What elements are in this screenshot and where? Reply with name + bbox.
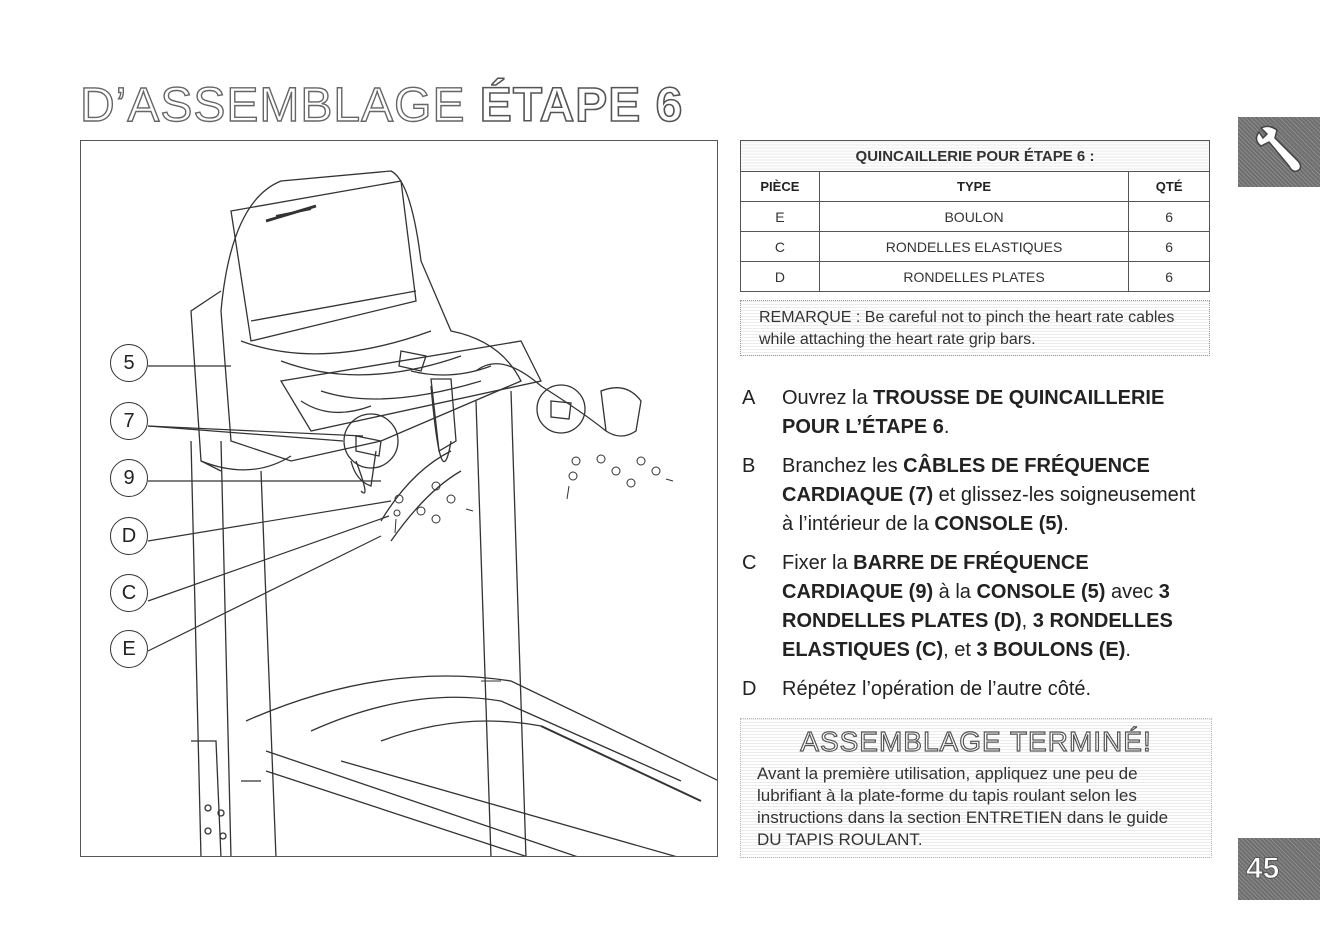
callout-7: 7: [110, 402, 148, 440]
section-tab: [1238, 117, 1320, 187]
step-text: et glissez-les soigneusement à l’intérieur de la: [782, 484, 1196, 535]
table-cell: C: [741, 232, 820, 262]
completion-box: [740, 718, 1212, 858]
wrench-icon: [1249, 124, 1309, 180]
hardware-table-caption-row: [741, 141, 1210, 172]
step-bold-text: CONSOLE (5): [976, 581, 1106, 603]
page-number-tab: [1238, 838, 1320, 900]
remark-note: REMARQUE : Be careful not to pinch the heart rate cables while attaching the heart rate grip bars.: [740, 300, 1210, 356]
console-display: [231, 181, 416, 341]
callout-e: E: [110, 630, 148, 668]
grip-bar-left: [431, 379, 456, 451]
step-text: Répétez l’opération de l’autre côté.: [782, 678, 1092, 700]
completion-title: ASSEMBLAGE TERMINÉ!: [800, 726, 1152, 757]
assembly-figure: [80, 140, 718, 857]
table-cell: RONDELLES ELASTIQUES: [819, 232, 1129, 262]
table-cell: BOULON: [819, 202, 1129, 232]
step-bold-text: CONSOLE (5): [934, 513, 1064, 535]
step-text: ,: [1021, 610, 1033, 632]
hardware-table: [740, 140, 1210, 292]
column-header-qty: QTÉ: [1129, 172, 1210, 202]
table-cell: RONDELLES PLATES: [819, 262, 1129, 292]
step-text: .: [1125, 639, 1131, 661]
step-bold-text: CÂBLES DE FRÉQUENCE CARDIAQUE (7): [782, 455, 1150, 506]
step-text: Branchez les: [782, 455, 904, 477]
left-upright-line: [191, 441, 201, 857]
step-d: [742, 675, 1212, 704]
hardware-table-caption: QUINCAILLERIE POUR ÉTAPE 6 :: [741, 141, 1210, 172]
callout-c: C: [110, 574, 148, 612]
title-light: D’ASSEMBLAGE: [80, 79, 466, 132]
step-letter: C: [742, 552, 757, 574]
table-row: [741, 262, 1210, 292]
step-text: Fixer la: [782, 552, 854, 574]
treadmill-illustration: [81, 141, 718, 857]
step-bold-text: 3 BOULONS (E): [976, 639, 1126, 661]
callout-d: D: [110, 517, 148, 555]
step-text: avec: [1105, 581, 1159, 603]
step-text: .: [943, 416, 950, 438]
title-bold: ÉTAPE 6: [479, 79, 684, 132]
column-header-type: TYPE: [819, 172, 1129, 202]
hardware-table-header-row: [741, 172, 1210, 202]
table-row: [741, 232, 1210, 262]
leader-lines: [148, 366, 391, 651]
callout-5: 5: [110, 344, 148, 382]
table-row: [741, 202, 1210, 232]
right-upright-line: [476, 401, 491, 857]
step-c: [742, 549, 1212, 665]
table-cell: 6: [1129, 202, 1210, 232]
step-text: à la: [933, 581, 977, 603]
table-cell: 6: [1129, 232, 1210, 262]
table-cell: 6: [1129, 262, 1210, 292]
instruction-steps: [742, 384, 1212, 714]
step-letter: D: [742, 678, 757, 700]
table-cell: D: [741, 262, 820, 292]
step-text: Ouvrez la: [782, 387, 874, 409]
callout-9: 9: [110, 459, 148, 497]
step-text: , et: [943, 639, 977, 661]
step-a: [742, 384, 1212, 442]
grip-bar-right: [601, 388, 641, 436]
completion-text: Avant la première utilisation, appliquez une peu de lubrifiant à la plate-forme du tapis roulant selon les instructions dans la section ENTRETIEN dans le guide DU TAPIS ROULANT.: [757, 764, 1169, 849]
hardware-screws: [394, 455, 673, 533]
step-bold-text: BARRE DE FRÉQUENCE CARDIAQUE (9): [782, 552, 1089, 603]
table-cell: E: [741, 202, 820, 232]
step-bold-text: TROUSSE DE QUINCAILLERIE POUR L’ÉTAPE 6: [782, 387, 1165, 438]
step-letter: A: [742, 387, 756, 409]
step-text: .: [1063, 513, 1069, 535]
step-b: [742, 452, 1212, 539]
column-header-piece: PIÈCE: [741, 172, 820, 202]
step-bold-text: 3 RONDELLES PLATES (D): [782, 581, 1170, 632]
step-letter: B: [742, 455, 756, 477]
page-number: 45: [1246, 852, 1280, 885]
page-title: [80, 78, 683, 133]
step-bold-text: 3 RONDELLES ELASTIQUES (C): [782, 610, 1173, 661]
